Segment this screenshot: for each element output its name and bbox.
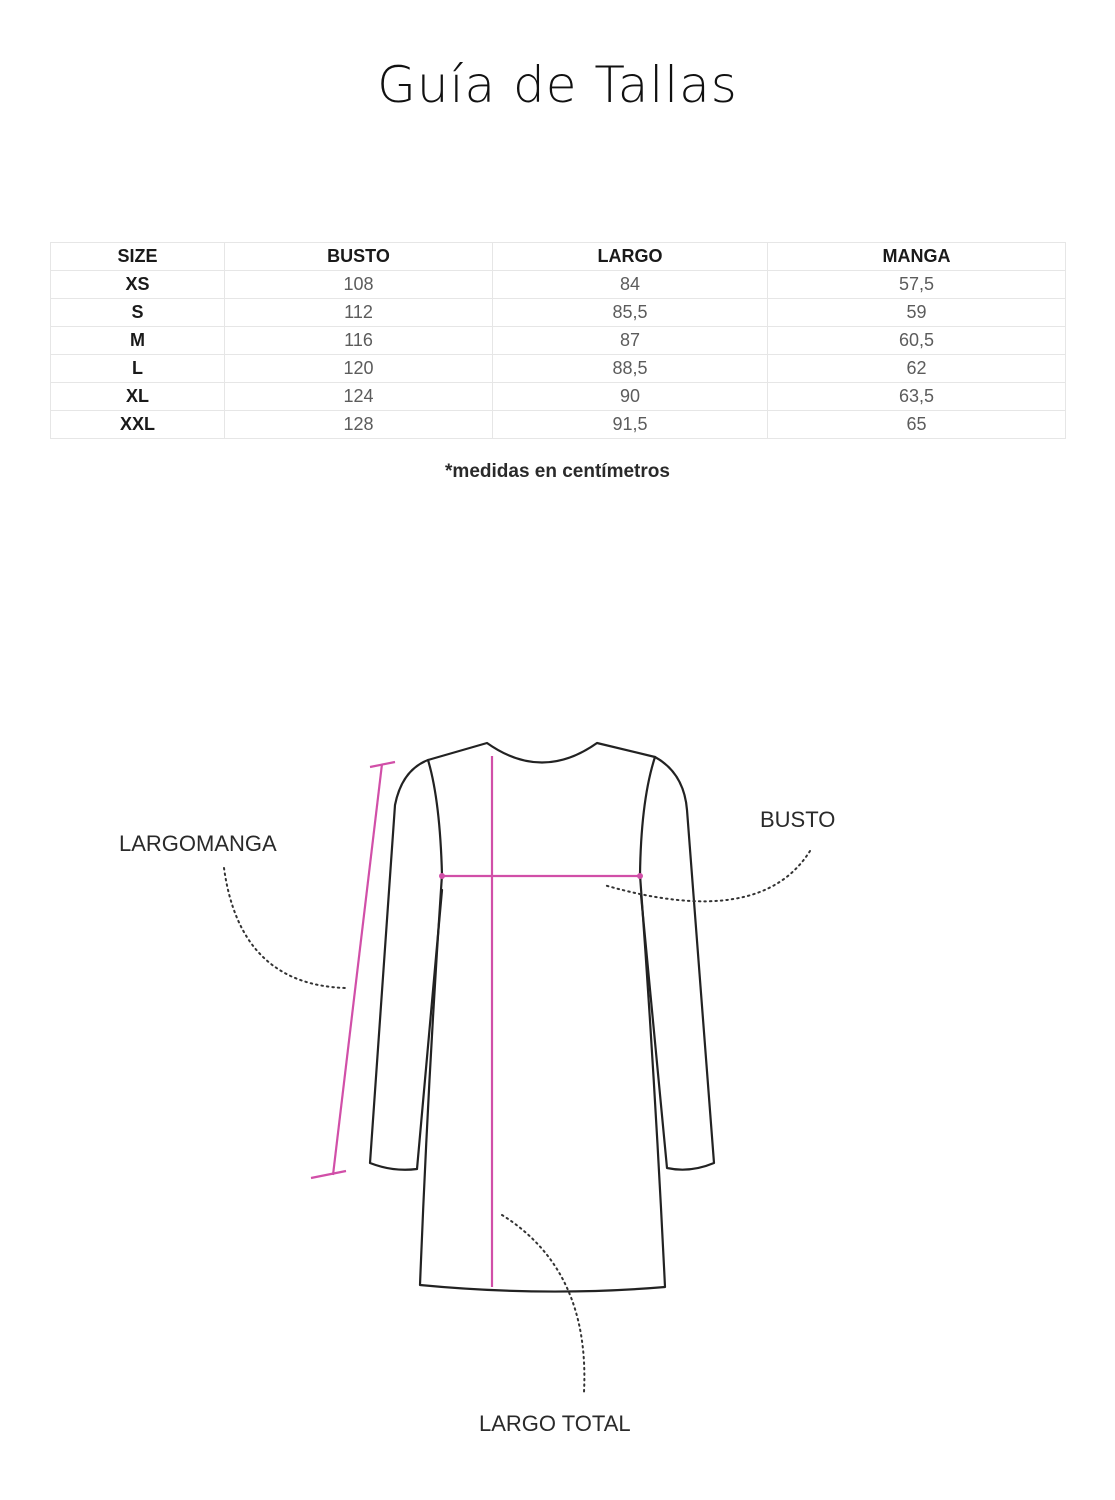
dotted-pointers [224,851,810,1392]
page-title: Guía de Tallas [377,56,738,114]
total-length-label: LARGO TOTAL [479,1411,631,1436]
header-manga: MANGA [768,243,1066,271]
cell-manga: 59 [768,299,1066,327]
bust-label: BUSTO [760,807,836,832]
cell-busto: 128 [225,411,493,439]
cell-busto: 124 [225,383,493,411]
right-sleeve-outline [641,757,714,1170]
cell-largo: 84 [493,271,768,299]
measure-lines [311,756,643,1287]
cell-manga: 60,5 [768,327,1066,355]
header-busto: BUSTO [225,243,493,271]
sleeve-measure-line [333,764,382,1175]
cell-size: L [51,355,225,383]
cell-size: XXL [51,411,225,439]
length-pointer-dotted [502,1215,584,1392]
measurement-note: *medidas en centímetros [445,461,670,482]
sleeve-length-label: LARGOMANGA [119,831,277,856]
bust-measure-end-right [637,873,643,879]
dress-body-outline [420,743,665,1292]
cell-largo: 88,5 [493,355,768,383]
cell-largo: 87 [493,327,768,355]
cell-largo: 90 [493,383,768,411]
dress-outline [370,743,714,1292]
cell-size: XS [51,271,225,299]
cell-largo: 91,5 [493,411,768,439]
cell-largo: 85,5 [493,299,768,327]
sleeve-measure-cap-bottom [311,1171,346,1178]
cell-size: M [51,327,225,355]
cell-manga: 62 [768,355,1066,383]
left-sleeve-outline [370,760,442,1170]
cell-size: XL [51,383,225,411]
cell-manga: 57,5 [768,271,1066,299]
cell-manga: 63,5 [768,383,1066,411]
cell-busto: 108 [225,271,493,299]
header-largo: LARGO [493,243,768,271]
cell-busto: 120 [225,355,493,383]
cell-busto: 112 [225,299,493,327]
bust-measure-end-left [439,873,445,879]
header-size: SIZE [51,243,225,271]
sleeve-pointer-dotted [224,868,346,988]
cell-size: S [51,299,225,327]
cell-manga: 65 [768,411,1066,439]
cell-busto: 116 [225,327,493,355]
